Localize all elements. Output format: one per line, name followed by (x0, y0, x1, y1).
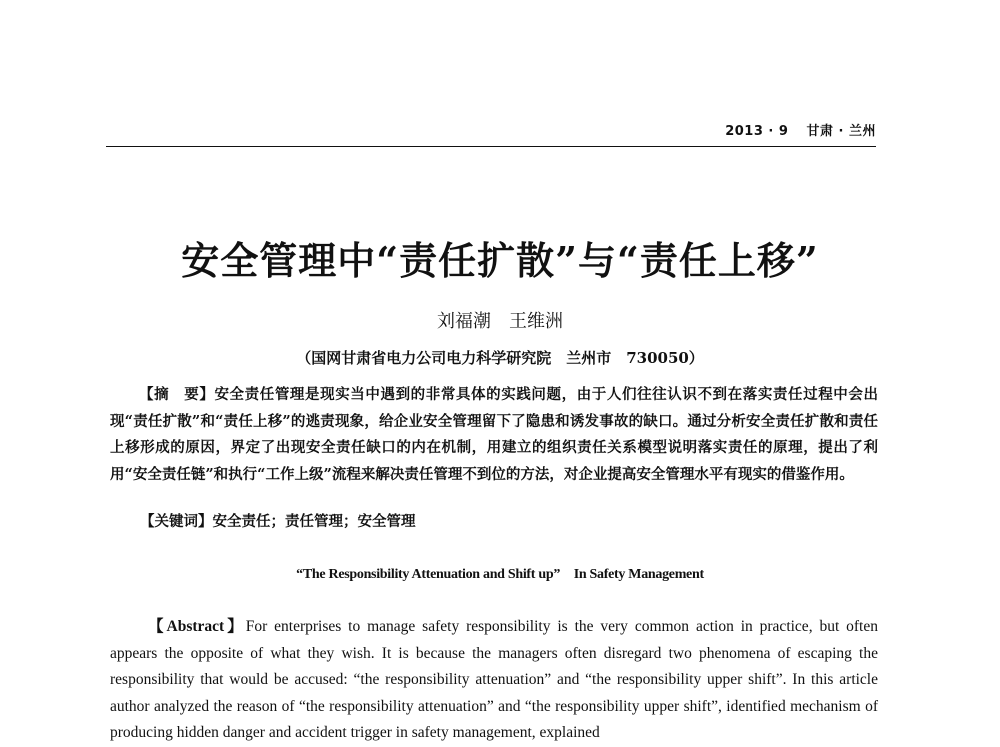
issue-date: 2013 · 9 (725, 124, 789, 139)
english-abstract-text: For enterprises to manage safety responsibility is the very common action in practice, but often appears the opposite of what they wish. It is because the managers often disregard two phenomena of escaping the responsibility that would be accused: “the responsibility attenuation” and “the responsibility upper shift”. In this article author analyzed the reason of “the responsibility attenuation” and “the responsibility upper shift”, identified mechanism of producing hidden danger and accident trigger in safety management, explained (110, 618, 878, 741)
english-title: “The Responsibility Attenuation and Shift up” In Safety Management (296, 567, 704, 582)
chinese-abstract-label: 【摘 要】 (139, 386, 215, 403)
chinese-keywords (140, 510, 416, 531)
english-abstract-label: 【Abstract】 (148, 618, 246, 635)
chinese-abstract-text: 安全责任管理是现实当中遇到的非常具体的实践问题，由于人们往往认识不到在落实责任过程中会出现“责任扩散”和“责任上移”的逃责现象，给企业安全管理留下了隐患和诱发事故的缺口。通过分析安全责任扩散和责任上移形成的原因，界定了出现安全责任缺口的内在机制，用建立的组织责任关系模型说明落实责任的原理，提出了利用“安全责任链”和执行“工作上级”流程来解决责任管理不到位的方法，对企业提高安全管理水平有现实的借鉴作用。 (110, 386, 878, 483)
paper-title: 安全管理中“责任扩散”与“责任上移” (181, 238, 819, 283)
chinese-keywords-label: 【关键词】 (140, 513, 213, 530)
english-abstract (110, 614, 878, 747)
issue-location: 甘肃 · 兰州 (806, 124, 876, 139)
paper-authors: 刘福潮 王维洲 (437, 311, 563, 332)
header-rule (106, 146, 876, 147)
chinese-keywords-text: 安全责任；责任管理；安全管理 (212, 513, 416, 530)
journal-issue-header (725, 120, 876, 139)
paper-affiliation: （国网甘肃省电力公司电力科学研究院 兰州市 730050） (296, 349, 704, 367)
chinese-abstract (110, 382, 878, 488)
